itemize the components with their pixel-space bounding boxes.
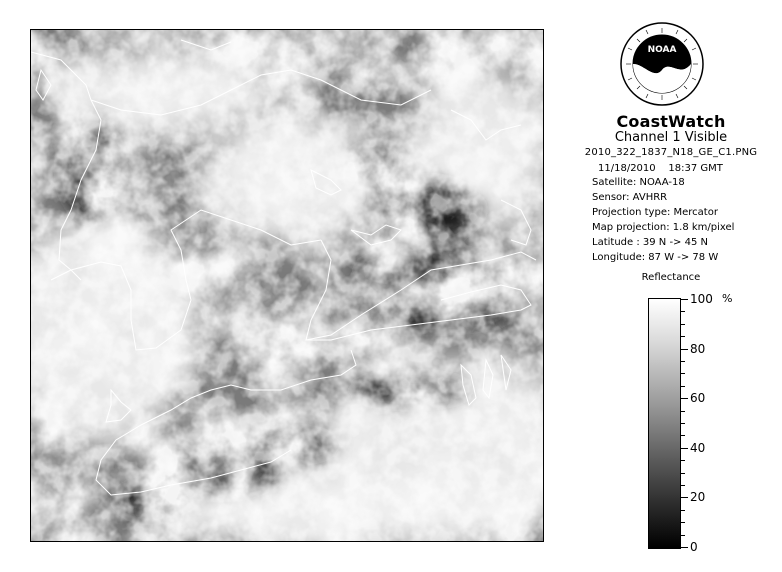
colorbar-tick-mark — [681, 311, 685, 312]
projection-type-label: Projection type: Mercator — [592, 207, 718, 218]
cloud-fine-texture — [31, 30, 543, 541]
colorbar-tick-mark — [681, 361, 685, 362]
colorbar-tick-mark — [681, 336, 685, 337]
satellite-label: Satellite: NOAA-18 — [592, 177, 685, 188]
colorbar-tick-mark — [681, 373, 685, 374]
colorbar-tick-label: 80 — [690, 342, 706, 356]
longitude-label: Longitude: 87 W -> 78 W — [592, 252, 719, 263]
colorbar-tick-label: 0 — [690, 540, 698, 554]
colorbar-unit: % — [722, 292, 733, 305]
colorbar-tick-mark — [681, 324, 685, 325]
colorbar-tick-mark — [681, 386, 685, 387]
sensor-label: Sensor: AVHRR — [592, 192, 668, 203]
colorbar-title: Reflectance — [641, 272, 701, 283]
colorbar-tick-mark — [681, 460, 685, 461]
map-projection-label: Map projection: 1.8 km/pixel — [592, 222, 735, 233]
colorbar-tick-label: 60 — [690, 391, 706, 405]
satellite-cloud-imagery — [31, 30, 543, 541]
image-filename: 2010_322_1837_N18_GE_C1.PNG — [584, 147, 758, 158]
colorbar-tick-mark — [681, 423, 685, 424]
colorbar-tick-label: 20 — [690, 490, 706, 504]
satellite-image — [30, 29, 544, 542]
colorbar-tick-mark — [681, 497, 688, 498]
latitude-label: Latitude : 39 N -> 45 N — [592, 237, 708, 248]
colorbar-tick-mark — [681, 411, 685, 412]
channel-title: Channel 1 Visible — [614, 130, 728, 145]
colorbar-tick-label: 40 — [690, 441, 706, 455]
acquisition-time: 18:37 GMT — [668, 163, 723, 174]
reflectance-colorbar — [648, 298, 681, 549]
colorbar-tick-mark — [681, 547, 688, 548]
acquisition-date: 11/18/2010 — [598, 163, 656, 174]
colorbar-tick-mark — [681, 435, 685, 436]
colorbar-tick-mark — [681, 398, 688, 399]
colorbar-tick-mark — [681, 349, 688, 350]
colorbar-tick-mark — [681, 510, 685, 511]
colorbar-tick-mark — [681, 473, 685, 474]
colorbar-tick-mark — [681, 299, 688, 300]
colorbar-tick-mark — [681, 522, 685, 523]
colorbar-tick-label: 100 — [690, 292, 713, 306]
noaa-logo — [620, 22, 704, 106]
logo-noaa-text: NOAA — [647, 45, 677, 55]
colorbar-tick-mark — [681, 485, 685, 486]
colorbar-tick-mark — [681, 448, 688, 449]
colorbar-tick-mark — [681, 535, 685, 536]
app-title: CoastWatch — [616, 112, 726, 131]
date-time-line — [598, 162, 723, 176]
